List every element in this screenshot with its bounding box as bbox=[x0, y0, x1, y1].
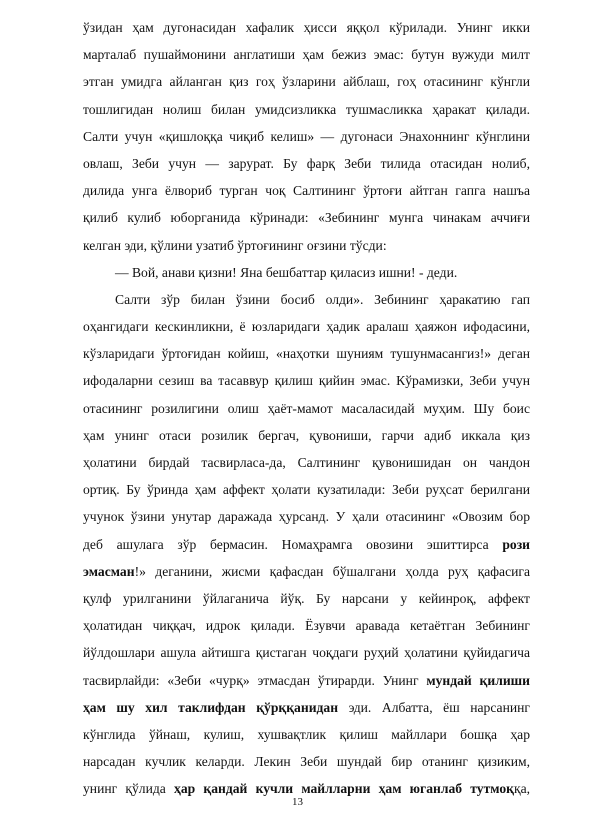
emphasis-text: ҳам шу хил таклифдан қўрққанидан bbox=[83, 699, 339, 715]
text-line: ифодаларни сезиш ва тасаввур қилиш қийин эмас. Кўрамизки, Зеби учун bbox=[83, 373, 530, 389]
text-line: ҳолатини бирдай тасвирласа-да, Салтининг қувонишидан он чандон bbox=[83, 455, 530, 470]
text-line: ҳолатидан чиққач, идрок қилади. Ёзувчи аравада кетаётган Зебининг bbox=[83, 618, 530, 634]
page-number: 13 bbox=[292, 796, 303, 808]
text-line: овлаш, Зеби учун — зарурат. Бу фарқ Зеби тилида отасидан нолиб, bbox=[83, 155, 530, 171]
text-line: эмасман!» деганини, жисми қафасдан бўшалгани ҳолда руҳ қафасига bbox=[83, 563, 530, 579]
text-line: келган эди, қўлини узатиб ўртоғининг оғзини тўсди: bbox=[83, 237, 387, 253]
text-line: марталаб пушаймонини англатиши ҳам бежиз эмас: бутун вужуди милт bbox=[83, 47, 530, 63]
text-line: нарсадан кучлик келарди. Лекин Зеби шундай бир отанинг қизиким, bbox=[83, 754, 530, 770]
text-line: йўлдошлари ашула айтишга қистаган чоқдаги руҳий ҳолатини қуйидагича bbox=[83, 645, 530, 661]
text-line: ортиқ. Бу ўринда ҳам аффект ҳолати кузатилади: Зеби руҳсат берилгани bbox=[83, 482, 530, 498]
text-line: ўзидан ҳам дугонасидан хафалик ҳисси яққол кўрилади. Унинг икки bbox=[83, 20, 530, 35]
text-line: қулф урилганини ўйлаганича йўқ. Бу нарсани у кейинроқ, аффект bbox=[83, 590, 530, 606]
text-line: тасвирлайди: «Зеби «чурқ» этмасдан ўтирарди. Унинг мундай қилиши bbox=[83, 672, 530, 688]
text-line: учунок ўзини унутар даражада ҳурсанд. У ҳали отасининг «Овозим бор bbox=[83, 509, 530, 525]
body-text bbox=[83, 14, 530, 802]
text-line: дилида унга ёлвориб турган чоқ Салтининг ўртоғи айтган гапга нашъа bbox=[83, 183, 530, 199]
text-line: кўзларидаги ўртоғидан койиш, «наҳотки шуниям тушунмасангиз!» деган bbox=[83, 346, 530, 362]
dialogue-line: — Вой, анави қизни! Яна бешбаттар қиласиз ишни! - деди. bbox=[115, 264, 458, 280]
text-line: этган умидга айланган қиз гоҳ ўзларини айблаш, гоҳ отасининг кўнгли bbox=[83, 74, 530, 90]
text-line: оҳангидаги кескинликни, ё юзларидаги ҳадик аралаш ҳаяжон ифодасини, bbox=[83, 319, 530, 335]
paragraph-start-line: Салти зўр билан ўзини босиб олди». Зебининг ҳаракатию гап bbox=[115, 291, 530, 307]
text-line: ҳам шу хил таклифдан қўрққанидан эди. Албатта, ёш нарсанинг bbox=[83, 699, 530, 715]
text-line: қилиб кулиб юборганида кўринади: «Зебининг мунга чинакам аччиғи bbox=[83, 210, 530, 226]
emphasis-text: ҳар қандай кучли майлларни ҳам юганлаб тутмоқ bbox=[174, 781, 514, 797]
text-line: деб ашулага зўр бермасин. Номаҳрамга овозини эшиттирса рози bbox=[83, 536, 530, 552]
emphasis-text: эмасман bbox=[83, 563, 135, 579]
text-line: унинг қўлида ҳар қандай кучли майлларни ҳам юганлаб тутмоққа, bbox=[83, 781, 531, 797]
text-line: кўнглида ўйнаш, кулиш, хушвақтлик қилиш майллари бошқа ҳар bbox=[83, 726, 530, 742]
text-line: Салти учун «қишлоққа чиқиб келиш» — дугонаси Энахоннинг кўнглини bbox=[83, 128, 530, 144]
text-line: отасининг розилигини олиш ҳаёт-мамот масаласидай муҳим. Шу боис bbox=[83, 400, 530, 416]
text-line: ҳам унинг отаси розилик бергач, қувониши, гарчи адиб иккала қиз bbox=[83, 427, 530, 443]
emphasis-text: рози bbox=[502, 536, 530, 552]
text-line: тошлигидан нолиш билан умидсизликка тушмасликка ҳаракат қилади. bbox=[83, 101, 530, 117]
emphasis-text: мундай қилиши bbox=[426, 672, 530, 688]
